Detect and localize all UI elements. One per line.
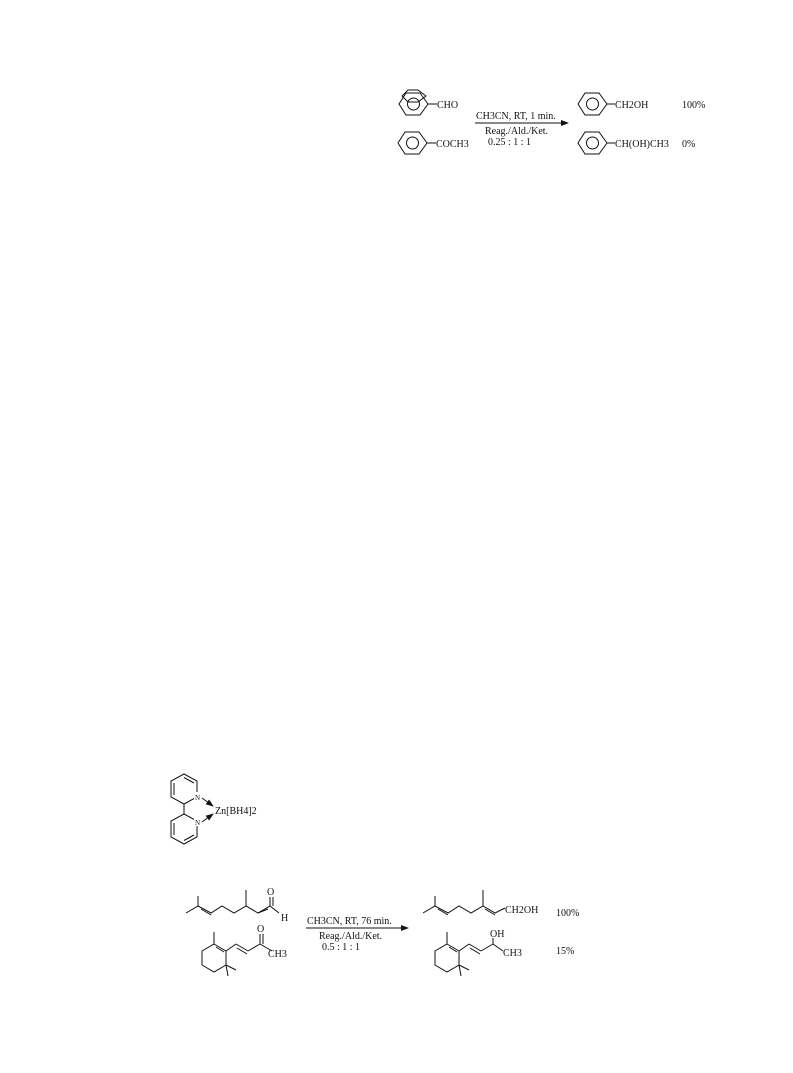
benzyl-alcohol-label: CH2OH bbox=[615, 100, 649, 111]
acetophenone-structure bbox=[398, 132, 469, 154]
benzyl-alcohol-structure bbox=[578, 93, 648, 115]
ionol-hydroxyl-label: OH bbox=[490, 929, 505, 940]
citral-hydrogen: H bbox=[281, 913, 289, 924]
scheme-2-yield-2: 15% bbox=[556, 946, 575, 957]
scheme-1-conditions-line-1: CH3CN, RT, 1 min. bbox=[476, 111, 556, 122]
pyridine-ring-lower bbox=[171, 814, 197, 844]
benzaldehyde-label: CHO bbox=[437, 100, 459, 111]
ionone-methyl-label: CH3 bbox=[268, 949, 287, 960]
benzaldehyde-structure bbox=[399, 90, 458, 115]
phenylethanol-label: CH(OH)CH3 bbox=[615, 139, 669, 150]
phenylethanol-structure bbox=[578, 132, 669, 154]
pyridine-ring-upper bbox=[171, 774, 197, 804]
geraniol-structure bbox=[423, 890, 538, 916]
nitrogen-atom-lower: N bbox=[195, 819, 201, 827]
scheme-2-yield-1: 100% bbox=[556, 908, 580, 919]
scheme-1-yield-2: 0% bbox=[682, 139, 696, 150]
scheme-2-conditions-line-1: CH3CN, RT, 76 min. bbox=[307, 916, 392, 927]
bipyridine-zinc-borohydride-reagent bbox=[171, 774, 257, 844]
citral-structure bbox=[186, 887, 288, 924]
scheme-2 bbox=[186, 887, 579, 976]
scheme-2-conditions-line-2: Reag./Ald./Ket. bbox=[319, 931, 383, 942]
scheme-1-conditions-line-2: Reag./Ald./Ket. bbox=[485, 126, 549, 137]
citral-oxygen: O bbox=[267, 887, 275, 898]
ionol-structure bbox=[435, 929, 522, 976]
scheme-1-yield-1: 100% bbox=[682, 100, 706, 111]
scheme-1 bbox=[398, 90, 705, 154]
geraniol-label: CH2OH bbox=[505, 905, 539, 916]
nitrogen-atom-upper: N bbox=[195, 794, 201, 802]
scheme-1-conditions-line-3: 0.25 : 1 : 1 bbox=[488, 137, 532, 148]
ionone-structure bbox=[202, 924, 287, 976]
zinc-borohydride-label: Zn[BH4]2 bbox=[215, 806, 257, 817]
scheme-2-conditions-line-3: 0.5 : 1 : 1 bbox=[322, 942, 361, 953]
ionone-oxygen: O bbox=[257, 924, 265, 935]
acetophenone-label: COCH3 bbox=[436, 139, 469, 150]
scheme-2-conditions bbox=[306, 916, 408, 953]
ionol-methyl-label: CH3 bbox=[503, 948, 522, 959]
scheme-1-conditions bbox=[475, 111, 568, 148]
